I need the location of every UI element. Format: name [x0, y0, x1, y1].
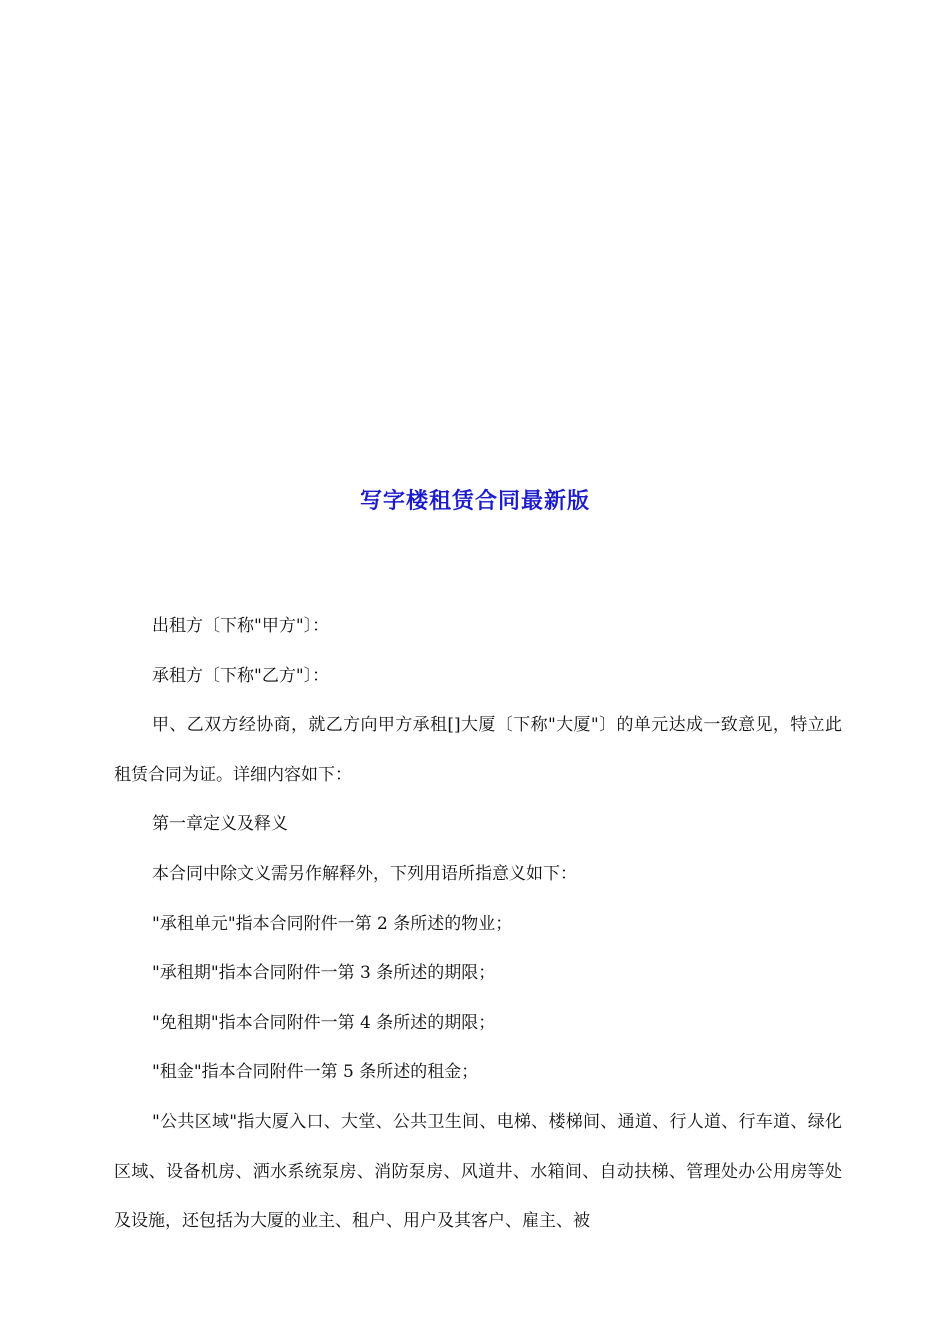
document-title: 写字楼租赁合同最新版 [359, 489, 590, 514]
definition-rent: "租金"指本合同附件一第 5 条所述的租金； [152, 1062, 479, 1083]
definition-lease-term: "承租期"指本合同附件一第 3 条所述的期限； [152, 963, 496, 984]
paragraph-lessee: 承租方〔下称"乙方"〕： [152, 665, 330, 686]
chapter-heading: 第一章定义及释义 [152, 814, 288, 835]
definition-rent-free-period: "免租期"指本合同附件一第 4 条所述的期限； [152, 1012, 496, 1033]
definition-common-areas: "公共区域"指大厦入口、大堂、公共卫生间、电梯、楼梯间、通道、行人道、行车道、绿化区域、设备机房、洒水系统泵房、消防泵房、风道井、水箱间、自动扶梯、管理处办公用房等处及设施，还包括为大厦的业主、租户、用户及其客户、雇主、被 [114, 1111, 842, 1232]
paragraph-agreement-intro: 甲、乙双方经协商，就乙方向甲方承租[]大厦〔下称"大厦"〕的单元达成一致意见，特立此租赁合同为证。详细内容如下： [114, 715, 842, 785]
definition-leased-unit: "承租单元"指本合同附件一第 2 条所述的物业； [152, 913, 513, 934]
paragraph-lessor: 出租方〔下称"甲方"〕： [152, 616, 330, 636]
paragraph-definitions-intro: 本合同中除文义需另作解释外，下列用语所指意义如下： [152, 863, 577, 884]
document-body [114, 602, 842, 1247]
